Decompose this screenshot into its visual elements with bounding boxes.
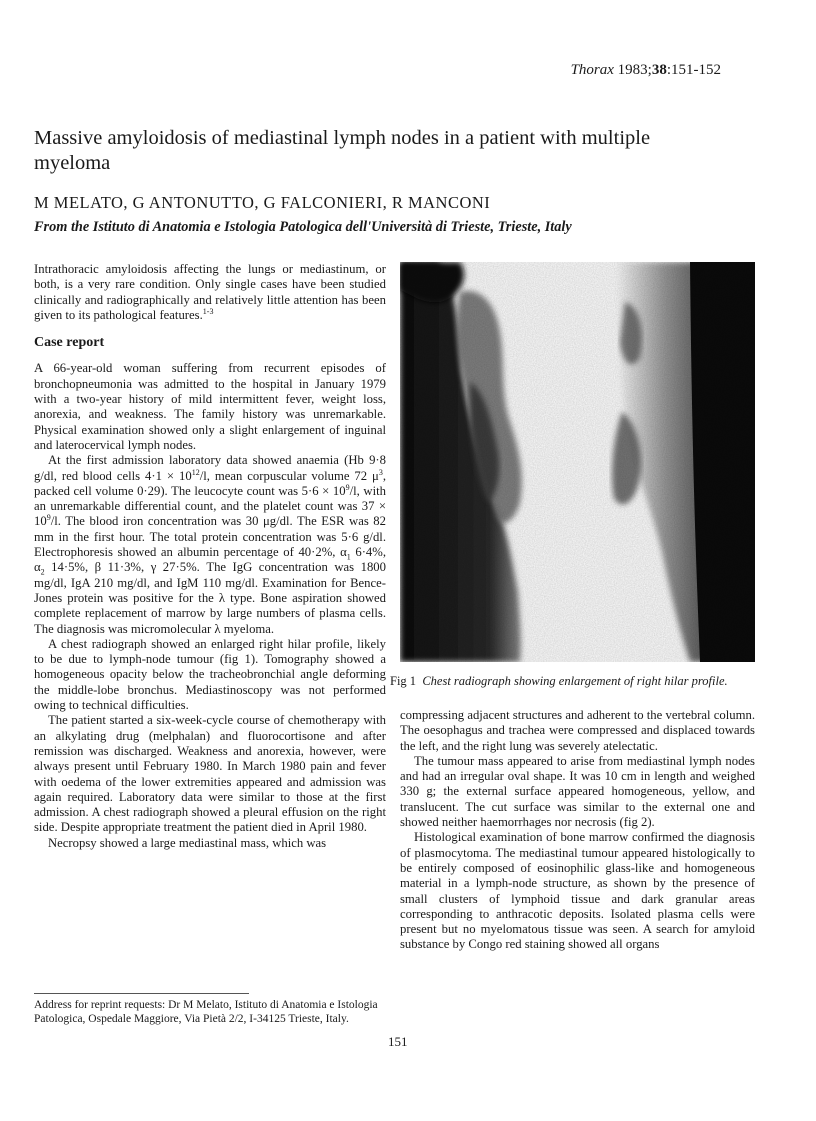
journal-reference [571, 62, 721, 79]
reprint-address-footnote: Address for reprint requests: Dr M Melato, Istituto di Anatomia e Istologia Patologica, Ospedale Maggiore, Via Pietà 2/2, I-34125 Trieste, Italy. [34, 999, 378, 1025]
affiliation: From the Istituto di Anatomia e Istologia Patologica dell'Università di Trieste, Trieste, Italy [34, 219, 572, 235]
lab-exponent-1: 12 [191, 467, 200, 477]
intro-paragraph [34, 262, 386, 323]
lab-exponent-4: 9 [46, 513, 51, 523]
paragraph-history: A 66-year-old woman suffering from recurrent episodes of bronchopneumonia was admitted to the hospital in January 1979 with a two-year history of mild intermittent fever, weight loss, anorexia, and weakness. The family history was unremarkable. Physical examination showed only a slight enlargement of inguinal and laterocervical lymph nodes. [34, 361, 386, 452]
paragraph-treatment: The patient started a six-week-cycle course of chemotherapy with an alkylating drug (melphalan) and fluorocortisone and after remission was discharged. Weakness and anorexia, however, were always present until February 1980. In March 1980 pain and fever with oedema of the lower extremities appeared and admission was again required. Laboratory data were similar to those at the first admission. A chest radiograph showed a pleural effusion on the right side. Despite appropriate treatment the patient died in April 1980. [34, 713, 386, 835]
journal-volume: 38 [651, 62, 667, 78]
figure-caption [390, 674, 755, 689]
right-column [400, 708, 755, 953]
footnote-divider [34, 993, 249, 994]
intro-reference: 1-3 [202, 306, 214, 316]
section-heading-case-report: Case report [34, 335, 105, 351]
lab-text-3: , packed cell volume 0·29). The leucocyte count was 5·6 × 10 [34, 468, 386, 498]
lab-subscript-2: 2 [40, 567, 45, 577]
lab-text-1: At the first admission laboratory data showed anaemia (Hb 9·8 g/dl, red blood cells 4·1 × 10 [34, 453, 386, 483]
lab-text-4: /l, with an unremarkable differential count, and the platelet count was 37 × 10 [34, 483, 386, 529]
figure-caption-text: Chest radiograph showing enlargement of right hilar profile. [422, 674, 728, 688]
article-title: Massive amyloidosis of mediastinal lymph nodes in a patient with multiple myeloma [34, 127, 651, 174]
lab-text-6: 6·4%, α [34, 545, 387, 575]
intro-text: Intrathoracic amyloidosis affecting the lungs or mediastinum, or both, is a very rare condition. Only single cases have been studied clinically and radiographically and relatively little attention has been given to its pathological features. [34, 262, 386, 322]
lab-text-2: /l, mean corpuscular volume 72 μ [199, 468, 379, 483]
lab-text-7: 14·5%, β 11·3%, γ 27·5%. The IgG concentration was 1800 mg/dl, IgA 210 mg/dl, and IgM 110 mg/dl. Examination for Bence-Jones protein was positive for the λ type. Bone aspiration showed complete replacement of marrow by large numbers of plasma cells. The diagnosis was micromolecular λ myeloma. [34, 560, 386, 636]
paragraph-compression: compressing adjacent structures and adherent to the vertebral column. The oesophagus and trachea were compressed and displaced towards the left, and the right lung was severely atelectatic. [400, 708, 755, 753]
lab-exponent-3: 9 [345, 482, 350, 492]
figure-label: Fig 1 [390, 674, 417, 688]
paragraph-laboratory [34, 453, 386, 637]
authors: M MELATO, G ANTONUTTO, G FALCONIERI, R MANCONI [34, 193, 491, 212]
journal-name: Thorax [570, 62, 614, 78]
journal-pages: :151-152 [666, 62, 721, 78]
chest-radiograph-image [400, 262, 755, 662]
lab-text-5: /l. The blood iron concentration was 30 μg/dl. The ESR was 82 mm in the first hour. The total protein concentration was 5·6 g/dl. Electrophoresis showed an albumin percentage of 40·2%, α [34, 514, 386, 560]
journal-year: 1983; [617, 62, 652, 78]
lab-exponent-2: 3 [378, 467, 383, 477]
paragraph-necropsy: Necropsy showed a large mediastinal mass, which was [48, 835, 327, 850]
lab-subscript-1: 1 [346, 552, 351, 562]
chest-radiograph-figure [400, 262, 755, 662]
paragraph-radiograph: A chest radiograph showed an enlarged right hilar profile, likely to be due to lymph-node tumour (fig 1). Tomography showed a homogeneous opacity below the tracheobronchial angle deforming the middle-lobe bronchus. Mediastinoscopy was not performed owing to technical difficulties. [34, 636, 386, 713]
paragraph-histology: Histological examination of bone marrow confirmed the diagnosis of plasmocytoma. The mediastinal tumour appeared histologically to be entirely composed of eosinophilic glass-like and homogeneous material in a lymph-node structure, as shown by the presence of small clusters of lymphoid tissue and dark granular areas corresponding to anthracotic deposits. Isolated plasma cells were present but no myelomatous tissue was seen. A search for amyloid substance by Congo red staining showed all organs [400, 830, 755, 952]
page-number: 151 [388, 1034, 408, 1049]
left-column [34, 262, 386, 851]
paragraph-tumour-mass: The tumour mass appeared to arise from mediastinal lymph nodes and had an irregular oval shape. It was 10 cm in length and weighed 330 g; the external surface appeared homogeneous, yellow, and translucent. The cut surface was similar to the external one and showed neither haemorrhages nor necrosis (fig 2). [400, 753, 755, 830]
